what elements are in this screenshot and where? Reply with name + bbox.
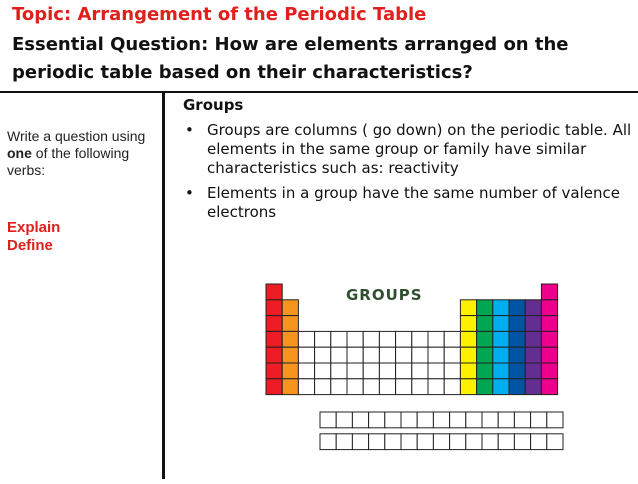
element-cell-g2 (282, 363, 298, 379)
element-cell-g15 (493, 347, 509, 363)
element-cell-g7 (363, 331, 379, 347)
topic-title: Topic: Arrangement of the Periodic Table (12, 4, 427, 25)
element-cell-g17 (525, 300, 541, 316)
element-cell-g14 (477, 379, 493, 395)
element-cell-g8 (379, 363, 395, 379)
f-block-cell (385, 412, 401, 428)
verb-define: Define (7, 237, 53, 254)
element-cell-g16 (509, 300, 525, 316)
element-cell-g9 (396, 379, 412, 395)
f-block-cell (482, 434, 498, 450)
f-block-cell (417, 412, 433, 428)
element-cell-g11 (428, 347, 444, 363)
element-cell-g12 (444, 363, 460, 379)
element-cell-g13 (460, 347, 476, 363)
element-cell-g1 (266, 284, 282, 300)
element-cell-g2 (282, 347, 298, 363)
element-cell-g2 (282, 379, 298, 395)
element-cell-g18 (541, 347, 557, 363)
f-block-cell (433, 434, 449, 450)
element-cell-g12 (444, 379, 460, 395)
f-block-cell (547, 434, 563, 450)
element-cell-g4 (315, 363, 331, 379)
f-block-cell (450, 434, 466, 450)
element-cell-g16 (509, 363, 525, 379)
element-cell-g16 (509, 316, 525, 332)
element-cell-g1 (266, 379, 282, 395)
element-cell-g4 (315, 347, 331, 363)
element-cell-g5 (331, 363, 347, 379)
bullet-icon: • (185, 184, 194, 202)
element-cell-g6 (347, 331, 363, 347)
f-block-cell (369, 412, 385, 428)
element-cell-g1 (266, 316, 282, 332)
f-block-cell (531, 412, 547, 428)
element-cell-g17 (525, 363, 541, 379)
element-cell-g1 (266, 331, 282, 347)
f-block-cell (531, 434, 547, 450)
f-block-cell (401, 434, 417, 450)
element-cell-g15 (493, 331, 509, 347)
element-cell-g17 (525, 331, 541, 347)
element-cell-g11 (428, 379, 444, 395)
f-block-cell (466, 412, 482, 428)
prompt-text-end: of the following verbs: (7, 145, 130, 178)
element-cell-g18 (541, 379, 557, 395)
element-cell-g4 (315, 379, 331, 395)
element-cell-g16 (509, 347, 525, 363)
element-cell-g2 (282, 331, 298, 347)
element-cell-g15 (493, 379, 509, 395)
f-block-cell (369, 434, 385, 450)
f-block-cell (417, 434, 433, 450)
element-cell-g12 (444, 347, 460, 363)
f-block-cell (514, 434, 530, 450)
bullet-icon: • (185, 121, 194, 139)
element-cell-g13 (460, 379, 476, 395)
prompt-text-start: Write a question using (7, 128, 146, 144)
section-title: Groups (183, 96, 244, 114)
element-cell-g6 (347, 363, 363, 379)
element-cell-g17 (525, 316, 541, 332)
element-cell-g4 (315, 331, 331, 347)
element-cell-g1 (266, 300, 282, 316)
element-cell-g16 (509, 331, 525, 347)
element-cell-g13 (460, 331, 476, 347)
element-cell-g15 (493, 363, 509, 379)
f-block-cell (450, 412, 466, 428)
f-block-cell (482, 412, 498, 428)
f-block-cell (498, 412, 514, 428)
groups-label: GROUPS (346, 286, 423, 304)
f-block-cell (514, 412, 530, 428)
element-cell-g10 (412, 331, 428, 347)
element-cell-g14 (477, 363, 493, 379)
f-block-cell (352, 412, 368, 428)
element-cell-g3 (298, 331, 314, 347)
element-cell-g2 (282, 300, 298, 316)
f-block-cell (498, 434, 514, 450)
verb-explain: Explain (7, 219, 61, 236)
element-cell-g9 (396, 347, 412, 363)
element-cell-g11 (428, 363, 444, 379)
element-cell-g13 (460, 363, 476, 379)
essential-question: Essential Question: How are elements arranged on the periodic table based on their characteristics? (12, 34, 569, 83)
element-cell-g5 (331, 347, 347, 363)
element-cell-g8 (379, 347, 395, 363)
element-cell-g13 (460, 300, 476, 316)
element-cell-g3 (298, 347, 314, 363)
element-cell-g3 (298, 379, 314, 395)
f-block-cell (547, 412, 563, 428)
element-cell-g9 (396, 363, 412, 379)
element-cell-g10 (412, 379, 428, 395)
element-cell-g7 (363, 379, 379, 395)
element-cell-g10 (412, 363, 428, 379)
element-cell-g8 (379, 379, 395, 395)
prompt-emphasis: one (7, 145, 32, 161)
element-cell-g16 (509, 379, 525, 395)
element-cell-g8 (379, 331, 395, 347)
f-block-cell (320, 434, 336, 450)
element-cell-g5 (331, 331, 347, 347)
element-cell-g18 (541, 284, 557, 300)
element-cell-g2 (282, 316, 298, 332)
element-cell-g1 (266, 363, 282, 379)
element-cell-g5 (331, 379, 347, 395)
element-cell-g14 (477, 331, 493, 347)
element-cell-g17 (525, 347, 541, 363)
element-cell-g7 (363, 347, 379, 363)
element-cell-g18 (541, 300, 557, 316)
element-cell-g17 (525, 379, 541, 395)
element-cell-g13 (460, 316, 476, 332)
element-cell-g14 (477, 347, 493, 363)
f-block-cell (466, 434, 482, 450)
element-cell-g3 (298, 363, 314, 379)
f-block-cell (352, 434, 368, 450)
element-cell-g1 (266, 347, 282, 363)
element-cell-g6 (347, 347, 363, 363)
element-cell-g14 (477, 300, 493, 316)
element-cell-g10 (412, 347, 428, 363)
element-cell-g12 (444, 331, 460, 347)
element-cell-g15 (493, 316, 509, 332)
element-cell-g15 (493, 300, 509, 316)
element-cell-g11 (428, 331, 444, 347)
f-block-cell (320, 412, 336, 428)
f-block-cell (401, 412, 417, 428)
bullet-text: Groups are columns ( go down) on the periodic table. All elements in the same group or family have similar characteristics such as: reactivity (207, 121, 632, 177)
element-cell-g7 (363, 363, 379, 379)
element-cell-g9 (396, 331, 412, 347)
element-cell-g14 (477, 316, 493, 332)
f-block-cell (385, 434, 401, 450)
element-cell-g18 (541, 316, 557, 332)
bullet-text: Elements in a group have the same number of valence electrons (207, 184, 620, 221)
element-cell-g6 (347, 379, 363, 395)
f-block-cell (433, 412, 449, 428)
f-block-cell (336, 434, 352, 450)
f-block-cell (336, 412, 352, 428)
element-cell-g18 (541, 363, 557, 379)
element-cell-g18 (541, 331, 557, 347)
